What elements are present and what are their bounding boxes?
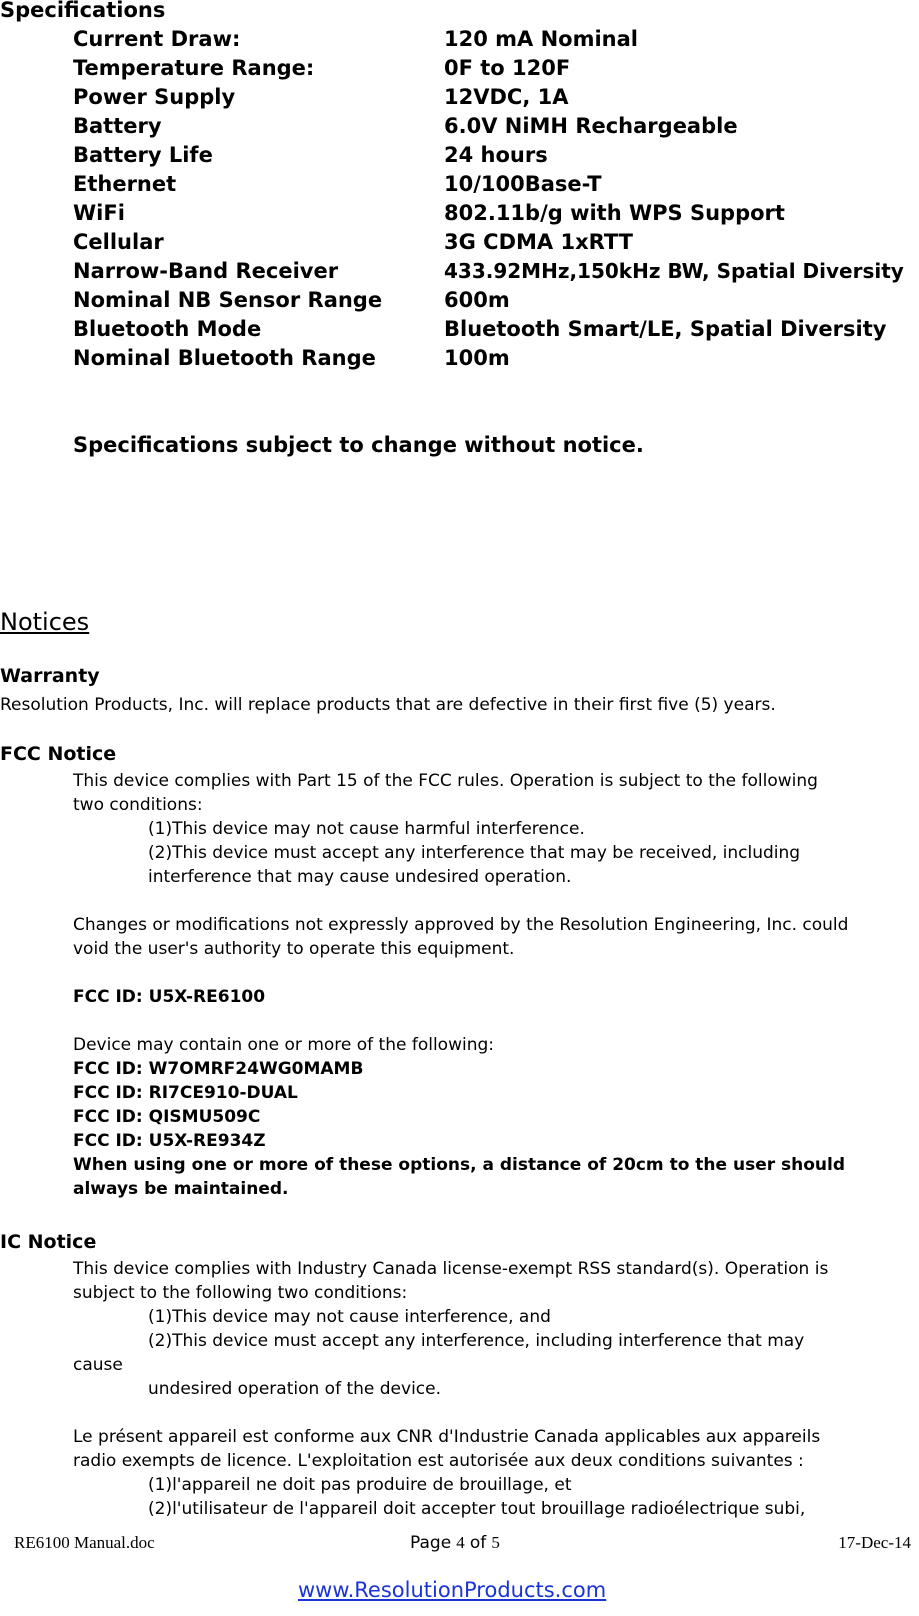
fcc-changes-line-2: void the user's authority to operate this equipment. (73, 939, 515, 959)
fcc-distance-warning-2: always be maintained. (73, 1179, 289, 1199)
spec-value: 24 hours (444, 143, 548, 167)
notices-heading: Notices (0, 608, 90, 636)
ic-condition-2-wrap: cause (73, 1355, 123, 1375)
footer-website-link[interactable]: www.ResolutionProducts.com (298, 1578, 607, 1602)
spec-label: Nominal NB Sensor Range (73, 288, 383, 312)
ic-intro-line-1: This device complies with Industry Canada license-exempt RSS standard(s). Operation is (73, 1259, 829, 1279)
spec-value: 3G CDMA 1xRTT (444, 230, 633, 254)
spec-value: 10/100Base-T (444, 172, 602, 196)
ic-notice-heading: IC Notice (0, 1231, 97, 1253)
fcc-module-id: FCC ID: W7OMRF24WG0MAMB (73, 1059, 364, 1079)
footer-page-number (410, 1533, 500, 1553)
fcc-id: FCC ID: U5X-RE6100 (73, 987, 266, 1007)
ic-condition-1: (1)This device may not cause interference, and (148, 1307, 551, 1327)
fcc-module-id: FCC ID: RI7CE910-DUAL (73, 1083, 298, 1103)
footer-filename: RE6100 Manual.doc (14, 1533, 155, 1552)
fcc-intro-line-2: two conditions: (73, 795, 203, 815)
footer-page-total: 5 (491, 1533, 500, 1552)
warranty-text: Resolution Products, Inc. will replace products that are defective in their first five (5) years. (0, 695, 776, 715)
spec-change-note: Specifications subject to change without notice. (73, 433, 644, 457)
footer-page-word: Page (410, 1533, 452, 1553)
ic-french-condition-2: (2)l'utilisateur de l'appareil doit accepter tout brouillage radioélectrique subi, (148, 1499, 806, 1519)
ic-french-line-2: radio exempts de licence. L'exploitation est autorisée aux deux conditions suivantes : (73, 1451, 804, 1471)
footer-page-current: 4 (456, 1533, 465, 1552)
warranty-heading: Warranty (0, 665, 100, 687)
spec-label: Ethernet (73, 172, 177, 196)
spec-value: 802.11b/g with WPS Support (444, 201, 785, 225)
spec-label: Temperature Range: (73, 56, 315, 80)
fcc-notice-heading: FCC Notice (0, 743, 117, 765)
footer-date: 17-Dec-14 (838, 1533, 911, 1552)
spec-value: 120 mA Nominal (444, 27, 638, 51)
fcc-condition-2: (2)This device must accept any interference that may be received, including (148, 843, 801, 863)
ic-french-condition-1: (1)l'appareil ne doit pas produire de brouillage, et (148, 1475, 572, 1495)
spec-value: 12VDC, 1A (444, 85, 569, 109)
spec-value: 433.92MHz,150kHz BW, Spatial Diversity (444, 259, 904, 283)
fcc-condition-1: (1)This device may not cause harmful interference. (148, 819, 585, 839)
spec-label: WiFi (73, 201, 125, 225)
fcc-contains-line: Device may contain one or more of the following: (73, 1035, 495, 1055)
fcc-condition-2-cont: interference that may cause undesired operation. (148, 867, 572, 887)
spec-value: Bluetooth Smart/LE, Spatial Diversity (444, 317, 887, 341)
footer-of-word: of (469, 1533, 487, 1553)
fcc-module-id: FCC ID: U5X-RE934Z (73, 1131, 266, 1151)
spec-value: 100m (444, 346, 510, 370)
spec-value: 6.0V NiMH Rechargeable (444, 114, 738, 138)
ic-condition-2-cont: undesired operation of the device. (148, 1379, 442, 1399)
spec-value: 600m (444, 288, 510, 312)
specifications-heading: Specifications (0, 0, 166, 22)
spec-label: Cellular (73, 230, 164, 254)
fcc-changes-line-1: Changes or modifications not expressly approved by the Resolution Engineering, Inc. could (73, 915, 849, 935)
fcc-module-id: FCC ID: QISMU509C (73, 1107, 261, 1127)
ic-french-line-1: Le présent appareil est conforme aux CNR d'Industrie Canada applicables aux appareils (73, 1427, 821, 1447)
fcc-intro-line-1: This device complies with Part 15 of the FCC rules. Operation is subject to the following (73, 771, 818, 791)
spec-label: Nominal Bluetooth Range (73, 346, 376, 370)
spec-label: Power Supply (73, 85, 236, 109)
spec-label: Battery (73, 114, 162, 138)
ic-intro-line-2: subject to the following two conditions: (73, 1283, 408, 1303)
spec-value: 0F to 120F (444, 56, 571, 80)
ic-condition-2: (2)This device must accept any interference, including interference that may (148, 1331, 805, 1351)
spec-label: Battery Life (73, 143, 213, 167)
spec-label: Narrow-Band Receiver (73, 259, 339, 283)
fcc-distance-warning-1: When using one or more of these options, a distance of 20cm to the user should (73, 1155, 846, 1175)
spec-label: Current Draw: (73, 27, 241, 51)
spec-label: Bluetooth Mode (73, 317, 262, 341)
